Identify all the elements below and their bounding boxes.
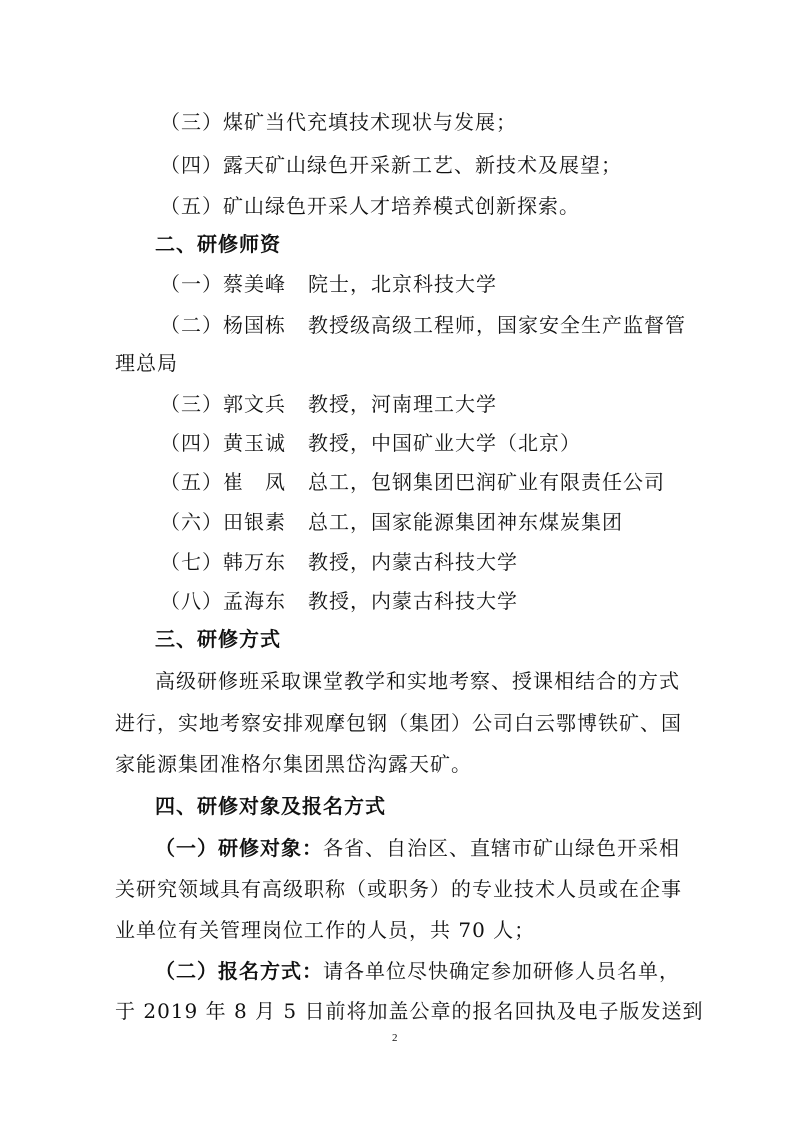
section-heading-method: 三、研修方式: [155, 627, 281, 651]
teacher-name: 黄玉诚: [223, 431, 286, 455]
teacher-index: （八）: [160, 589, 223, 613]
registration-label: （二）报名方式：: [155, 959, 323, 983]
participants-first-line: [155, 835, 680, 861]
teacher-name: 田银素: [223, 510, 286, 534]
teacher-title: 教授，河南理工大学: [308, 392, 497, 416]
teacher-name: 杨国栋: [223, 313, 286, 337]
teacher-title: 教授，内蒙古科技大学: [308, 550, 518, 574]
paragraph-line: 家能源集团准格尔集团黑岱沟露天矿。: [115, 752, 472, 776]
teacher-index: （七）: [160, 550, 223, 574]
teacher-index: （六）: [160, 510, 223, 534]
section-heading-participants: 四、研修对象及报名方式: [155, 794, 386, 818]
teacher-index: （三）: [160, 392, 223, 416]
teacher-entry: [160, 391, 497, 417]
paragraph-line: 进行，实地考察安排观摩包钢（集团）公司白云鄂博铁矿、国: [115, 711, 682, 735]
topic-item: （五）矿山绿色开采人才培养模式创新探索。: [160, 194, 580, 218]
paragraph-line: 于 2019 年 8 月 5 日前将加盖公章的报名回执及电子版发送到: [115, 999, 704, 1023]
teacher-entry: [160, 271, 497, 297]
teacher-entry: [160, 430, 581, 456]
teacher-entry: [160, 588, 518, 614]
teacher-name: 蔡美峰: [223, 272, 286, 296]
teacher-title: 教授，内蒙古科技大学: [308, 589, 518, 613]
teacher-name: 韩万东: [223, 550, 286, 574]
teacher-title: 教授级高级工程师，国家安全生产监督管: [308, 313, 686, 337]
teacher-name: 孟海东: [223, 589, 286, 613]
teacher-title: 总工，包钢集团巴润矿业有限责任公司: [308, 470, 665, 494]
paragraph-line: 各省、自治区、直辖市矿山绿色开采相: [323, 836, 680, 860]
teacher-index: （二）: [160, 313, 223, 337]
teacher-index: （一）: [160, 272, 223, 296]
participants-label: （一）研修对象：: [155, 836, 323, 860]
page-number: 2: [392, 1032, 398, 1044]
registration-first-line: [155, 958, 680, 984]
teacher-entry: [160, 549, 518, 575]
paragraph-line: 高级研修班采取课堂教学和实地考察、授课相结合的方式: [155, 669, 680, 693]
topic-item: （四）露天矿山绿色开采新工艺、新技术及展望；: [160, 153, 622, 177]
teacher-title: 教授，中国矿业大学（北京）: [308, 431, 581, 455]
topic-item: （三）煤矿当代充填技术现状与发展；: [160, 110, 517, 134]
paragraph-line: 关研究领域具有高级职称（或职务）的专业技术人员或在企事: [115, 877, 682, 901]
teacher-entry: [160, 312, 686, 338]
paragraph-line: 请各单位尽快确定参加研修人员名单，: [323, 959, 680, 983]
teacher-title: 总工，国家能源集团神东煤炭集团: [308, 510, 623, 534]
teacher-entry: [160, 509, 623, 535]
section-heading-faculty: 二、研修师资: [155, 232, 281, 256]
teacher-name: 郭文兵: [223, 392, 286, 416]
teacher-title-continued: 理总局: [115, 351, 178, 375]
paragraph-line: 业单位有关管理岗位工作的人员，共 70 人；: [115, 918, 536, 942]
teacher-name: 崔 凤: [223, 470, 286, 494]
teacher-index: （五）: [160, 470, 223, 494]
teacher-title: 院士，北京科技大学: [308, 272, 497, 296]
teacher-entry: [160, 469, 665, 495]
teacher-index: （四）: [160, 431, 223, 455]
